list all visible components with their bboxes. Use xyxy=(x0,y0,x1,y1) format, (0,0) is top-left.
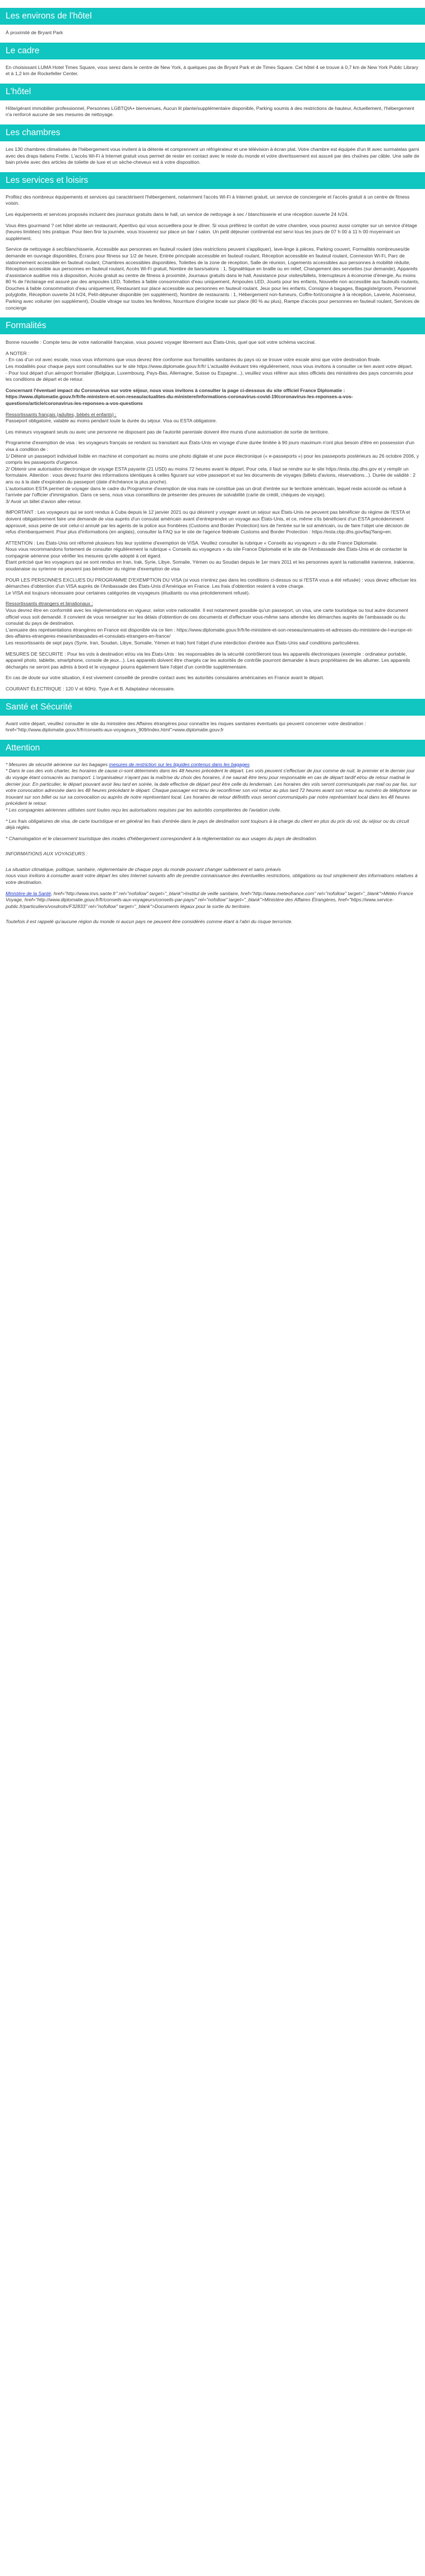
text-run: * Mesures de sécurité aérienne sur les bagages xyxy=(6,761,109,767)
section-text: COURANT ÉLECTRIQUE : 120 V et 60Hz. Type A et B. Adaptateur nécessaire. xyxy=(6,685,175,692)
section-text xyxy=(0,891,425,910)
page xyxy=(0,8,425,941)
section-text: Vous êtes gourmand ? cet hôtel abrite un restaurant, Aperitivo qui vous accueillera pour le dîner. Si vous préférez le confort de votre chambre, vous pourrez aussi compter sur un service d'étage (heures limitées) très pratique. Pour bien finir la journée, vous trouverez sur place un bar / salon. Un petit déjeuner continental est servi tous les jours de 07 h 00 à 11 h 00 moyennant un supplément. xyxy=(6,222,419,241)
section-title: Les environs de l'hôtel xyxy=(0,8,425,25)
subsection-title: Ressortissants étrangers et binationaux : xyxy=(6,601,93,607)
section-title: Santé et Sécurité xyxy=(0,699,425,716)
section-text: À proximité de Bryant Park xyxy=(6,30,63,35)
section-text: En cas de doute sur votre situation, il est vivement conseillé de prendre contact avec les autorités consulaires américaines en France avant le départ. xyxy=(6,675,324,681)
section-text: A NOTER : - En cas d'un vol avec escale, nous vous informons que vous devrez être conforme aux formalités sanitaires du pays où se trouve votre escale ainsi que votre destination finale. Les modalités pour chaque pays sont consultables sur le site https://www.diplomatie.gouv.fr/fr/ L'actualité évoluant très régulièrement, nous vous invitons à consulter ce lien avant votre départ. - Pour tout départ d'un aéroport frontalier (Belgique, Luxembourg, Pays-Bas, Allemagne, Suisse ou Espagne...), veuillez vous référer aux sites officiels des ministères des pays concernés pour les conditions de départ et de retour. xyxy=(6,350,414,383)
section-text: En choisissant LUMA Hotel Times Square, vous serez dans le centre de New York, à quelques pas de Bryant Park et de Times Square. Cet hôtel 4 se trouve à 0,7 km de New York Public Library et à 1,2 km de Rockefeller Center. xyxy=(6,64,420,77)
section-text: Toutefois il est rappelé qu'aucune région du monde ni aucun pays ne peuvent être considérés comme étant à l'abri du risque terroriste. xyxy=(6,919,293,925)
section-attention xyxy=(0,740,425,925)
section-text: Service de nettoyage à sec/blanchisserie, Accessible aux personnes en fauteuil roulant (des restrictions peuvent s'appliquer), lave-linge à pièces, Parking couvert, Formalités nombreuses/de demande en ouvrage disponibles, Écrans pour fitness sur 1/2 de heure, Entrée principale accessible en fauteuil roulant, Réception accessible en fauteuil roulant, Connexion Wi-Fi, Parc de stationnement accessible en fauteuil roulant, Chambres accessibles disponibles, Toilettes de la zone de réception, Salle de réunion, Logements accessibles aux personnes à mobilité réduite, Réception accessible aux personnes en fauteuil roulant, Accès Wi-Fi gratuit, Nombre de bars/salons : 1, Signalétique en braille ou en relief, Changement des serviettes (sur demande), Appareils d'assistance auditive mis à disposition, Accès gratuit au centre de fitness à proximité, Journaux gratuits dans le hall, Assistance pour visites/billets, Interrupteurs à économie d'énergie, Au moins 80 % de l'éclairage est assuré par des ampoules LED, Toilettes à faible consommation d'eau uniquement, Ampoules LED, Jouets pour les enfants, Nouvelle non accessible aux fauteuils roulants, Douches à faible consommation d'eau uniquement, Restaurant sur place accessible aux personnes en fauteuil roulant, Jeux pour les enfants, Consigne à bagages, Bagagiste/groom, Personnel polyglotte, Réception ouverte 24 h/24, Petit-déjeuner disponible (en supplément), Nombre de restaurants : 1, Hébergement non-fumeurs, Coffre-fort/consigne à la réception, Laverie, Ascenseur, Parking avec voiturier (en supplément), Double vitrage sur toutes les fenêtres, Nourriture d'origine locale sur place (80 % au plus), Rampe d'accès pour personnes en fauteuil roulant, Services de concierge xyxy=(6,246,421,311)
section-title: Le cadre xyxy=(0,43,425,59)
section-text: Vous devrez être en conformité avec les réglementations en vigueur, selon votre nationalité. Il est notamment possible qu'un passeport, un visa, une carte touristique ou tout autre document officiel vous soit demandé. Il convient de vous renseigner sur les délais d'obtention de ces documents et d'effectuer vous-même sans attendre les démarches auprès de l'ambassade ou du consulat du pays de destination. L'annuaire des représentations étrangères en France est disponible via ce lien : https://www.diplomatie.gouv.fr/fr/le-ministere-et-son-reseau/annuaires-et-adresses-du-ministere-de-l-europe-et-des-affaires-etrangeres-meae/ambassades-et-consulats-etrangers-en-france/ Les ressortissants de sept pays (Syrie, Iran, Soudan, Libye, Somalie, Yémen et Irak) font l'objet d'une interdiction d'entrée aux États-Unis sauf conditions particulières. xyxy=(6,607,413,646)
section-text: Les équipements et services proposés incluent des journaux gratuits dans le hall, un service de nettoyage à sec / blanchisserie et une réception ouverte 24 h/24. xyxy=(6,211,349,217)
section-text: ATTENTION : Les États-Unis ont réformé plusieurs fois leur système d'exemption de VISA. Veuillez consulter la rubrique « Conseils au voyageurs » du site France Diplomatie. Nous vous recommandons fortement de consulter régulièrement la rubrique « Conseils au voyageurs » du site France Diplomatie et le site de l'Ambassade des États-Unis et de contacter la compagnie aérienne pour vérifier les mesures qu'elle adopté à cet égard. Étant précisé que les voyageurs qui se sont rendus en Iran, Irak, Syrie, Libye, Somalie, Yémen ou au Soudan depuis le 1er mars 2011 et les personnes ayant la nationalité iranienne, irakienne, soudanaise ou syrienne ne peuvent pas bénéficier du régime d'exemption de visa xyxy=(6,540,415,572)
section-sante xyxy=(0,699,425,734)
section-text: La situation climatique, politique, sanitaire, réglementaire de chaque pays du monde pouvant changer subitement et sans préavis nous vous invitons à consulter avant votre départ les sites Internet suivants afin de prendre connaissance des éventuelles restrictions, obligations ou tout simplement des informations relatives à votre destination. xyxy=(6,866,418,886)
section-text: Programme d'exemption de visa : les voyageurs français se rendant ou transitant aux États-Unis en voyage d'une durée limitée à 90 jours maximum n'ont plus besoin d'être en possession d'un visa à condition de : 1/ Détenir un passeport individuel lisible en machine et comportant au moins une photo digitale et une puce électronique (« e-passeports ») pour les passeports postérieurs au 26 octobre 2006, y compris les passeports d'urgence. 2/ Obtenir une autorisation électronique de voyage ESTA payante (21 USD) au moins 72 heures avant le départ. Pour cela, il faut se rendre sur le site https://esta.cbp.dhs.gov et y remplir un formulaire. Attention : vous devez fournir des informations identiques à celles figurant sur votre passeport et sur les documents de voyages (billets d'avions, réservations...). Durée de validité : 2 ans ou à la date d'expiration du passeport (date d'échéance la plus proche). L'autorisation ESTA permet de voyager dans le cadre du Programme d'exemption de visa mais ne constitue pas un droit d'entrée sur le territoire américain, lequel reste accordé ou refusé à l'arrivée par l'officier d'immigration. Dans ce sens, nous vous conseillons de présenter des preuves de solvabilité (carte de crédit, chèques de voyage). 3/ Avoir un billet d'avion aller-retour. xyxy=(6,440,419,504)
health-ministry-link[interactable]: Ministère de la Santé xyxy=(6,890,51,896)
section-text: Les mineurs voyageant seuls ou avec une personne ne disposant pas de l'autorité parentale doivent être munis d'une autorisation de sortie de territoire. xyxy=(6,428,330,435)
section-text: * Chamologation et le classement touristique des modes d'hébergement correspondent à la réglementation ou aux usages du pays de destination. xyxy=(6,835,317,841)
section-text xyxy=(0,762,425,814)
section-text: POUR LES PERSONNES EXCLUES DU PROGRAMME D'EXEMPTION DU VISA (si vous n'entrez pas dans les conditions ci-dessus ou si l'ESTA vous a été refusée) : vous devez effectuer les démarches d'obtention d'un VISA auprès de l'Ambassade des États-Unis d'Amérique en France. Les frais d'obtention restent à votre charge. Le VISA est toujours nécessaire pour certaines catégories de voyageurs (étudiants ou visa précédemment refusé). xyxy=(6,577,417,596)
section-text: Bonne nouvelle : Compte tenu de votre nationalité française, vous pouvez voyager librement aux États-Unis, quel que soit votre schéma vaccinal. xyxy=(6,339,316,345)
subsection-title: Ressortissants français (adultes, bébés et enfants) : xyxy=(6,411,117,417)
section-title: L'hôtel xyxy=(0,84,425,100)
section-formalites xyxy=(0,317,425,692)
section-title: Les chambres xyxy=(0,125,425,141)
section-text: IMPORTANT : Les voyageurs qui se sont rendus à Cuba depuis le 12 janvier 2021 ou qui désirent y voyager avant un séjour aux États-Unis ne peuvent pas bénéficier du régime de l'ESTA et doivent obligatoirement faire une demande de visa auprès d'un consulat américain avant d'entreprendre un voyage aux États-Unis, et ce, même s'ils bénéficient d'un ESTA précédemment approuvé, sous peine de voir celui-ci annulé par les agents de la police aux frontières (Customs and Border Protection) lors de l'entrée sur le sol américain, ou de faire l'objet une décision de refus d'embarquement. Pour plus d'informations (en anglais), consulter la FAQ sur le site de l'agence fédérale Customs and Border Protection : https://esta.cbp.dhs.gov/faq?lang=en. xyxy=(6,509,412,535)
section-services xyxy=(0,172,425,312)
section-text: Les 130 chambres climatisées de l'hébergement vous invitent à la détente et comprennent un réfrigérateur et une télévision à écran plat. Votre chambre est équipée d'un lit avec surmatelas garni avec des draps italiens Frette. L'accès Wi-Fi à Internet gratuit vous permet de rester en contact avec le reste du monde et votre divertissement est assuré par des chaînes par câble. Une salle de bain privée avec des articles de toilette de luxe et un sèche-cheveux est à votre disposition. xyxy=(6,146,421,165)
section-chambres xyxy=(0,125,425,166)
text-run: , href="http://www.invs.sante.fr" rel="nofollow" target="_blank">Institut de veille sanitaire, href="http://www.meteofrance.com" rel="nofollow" target="_blank">Météo France Voyage, href="http://www.diplomatie.gouv.fr/fr/conseils-aux-voyageurs/conseils-par-pays/" rel="nofollow" target="_blank">Ministère des Affaires Étrangères, href="https://www.service-public.fr/particuliers/vosdroits/F32833" rel="nofollow" target="_blank">Documents légaux pour la sortie du territoire. xyxy=(6,890,415,909)
section-text: Passeport obligatoire, valable au moins pendant toute la durée du séjour. Visa ou ESTA obligatoire. xyxy=(6,418,218,424)
section-text: * Les frais obligatoires de visa, de carte touristique et en général les frais d'entrée dans le pays de destination sont toujours à la charge du client en plus du prix du vol, du séjour ou du circuit déjà réglés. xyxy=(6,818,411,831)
section-environs xyxy=(0,8,425,36)
section-cadre xyxy=(0,43,425,77)
section-text: MESURES DE SECURITE : Pour les vols à destination et/ou via les États-Unis : les responsables de la sécurité contrôleront tous les appareils électroniques (exemple : ordinateur portable, appareil photo, tablette, smartphone, console de jeux...). Les appareils doivent être chargés car les autorités de contrôle pourront demander à leurs propriétaires de les allumer. Les appareils déchargés ne seront pas admis à bord et le voyageur pourra également faire l'objet d'un contrôle supplémentaire. xyxy=(6,651,412,670)
section-title: Formalités xyxy=(0,317,425,334)
section-title: Attention xyxy=(0,740,425,757)
text-run: * Dans le cas des vols charter, les horaires de cause ci-sont déterminés dans les 48 heures précédent le départ. Les vols peuvent s'effectuer de jour comme de nuit, le premier et le dernier jour du voyage étant consacrés au transport. L'organisateur n'ayant pas la maîtrise du choix des horaires, il ne saurait être tenu pour responsable en cas de départ tardif et/ou de retour matinal le dernier jour. En particulier, le départ pouvant avoir lieu tard en soirée, la date effective de départ peut être celle du lendemain. Les horaires des vols seront communiqués par mail ou par fax, sur votre convocation adressée dans les 48 heures précédant le départ. Chaque passager est tenu de reconfirmer son vol retour au plus tard 72 heures avant son retour au numéro de téléphone se trouvant sur son billet ou sur sa convocation ou auprès de notre représentant local. Les horaires de retour définitifs vous seront communiqués par notre représentant local dans les 48 heures précédent le retour. * Les compagnies aériennes utilisées sont toutes reçu les autorisations requises par les autorités compétentes de l'aviation civile. xyxy=(6,768,417,813)
section-hotel xyxy=(0,84,425,118)
section-text: Hôte/gérant immobilier professionnel, Personnes LGBTQIA+ bienvenues, Aucun lit plante/supplémentaire disponible, Parking soumis à des restrictions de hauteur, Actuellement, l'hébergement n'a renforcé aucune de ses mesures de nettoyage. xyxy=(6,105,416,118)
coronavirus-notice: Concernant l'éventuel impact du Coronavirus sur votre séjour, nous vous invitons à consulter la page ci-dessous du site officiel France Diplomatie : https://www.diplomatie.gouv.fr/fr/le-ministere-et-son-reseau/actualites-du-ministere/informations-coronavirus-covid-19/coronavirus-les-reponses-a-vos-questions/article/coronavirus-les-reponses-a-vos-questions xyxy=(6,387,353,406)
section-text: INFORMATIONS AUX VOYAGEURS : xyxy=(6,851,88,857)
liquids-restriction-link[interactable]: mesures de restriction sur les liquides contenus dans les bagages xyxy=(109,761,250,767)
section-text: Profitez des nombreux équipements et services qui caractérisent l'hébergement, notamment l'accès Wi-Fi à Internet gratuit, un service de conciergerie et l'accès gratuit à un centre de fitness voisin. xyxy=(6,193,411,206)
section-text: Avant votre départ, veuillez consulter le site du ministère des Affaires étrangères pour connaître les risques sanitaires éventuels qui peuvent concerner votre destination : href="http://www.diplomatie.gouv.fr/fr/conseils-aux-voyageurs_909/index.html">www.diplomatie.gouv.fr xyxy=(6,720,368,733)
section-title: Les services et loisirs xyxy=(0,172,425,189)
